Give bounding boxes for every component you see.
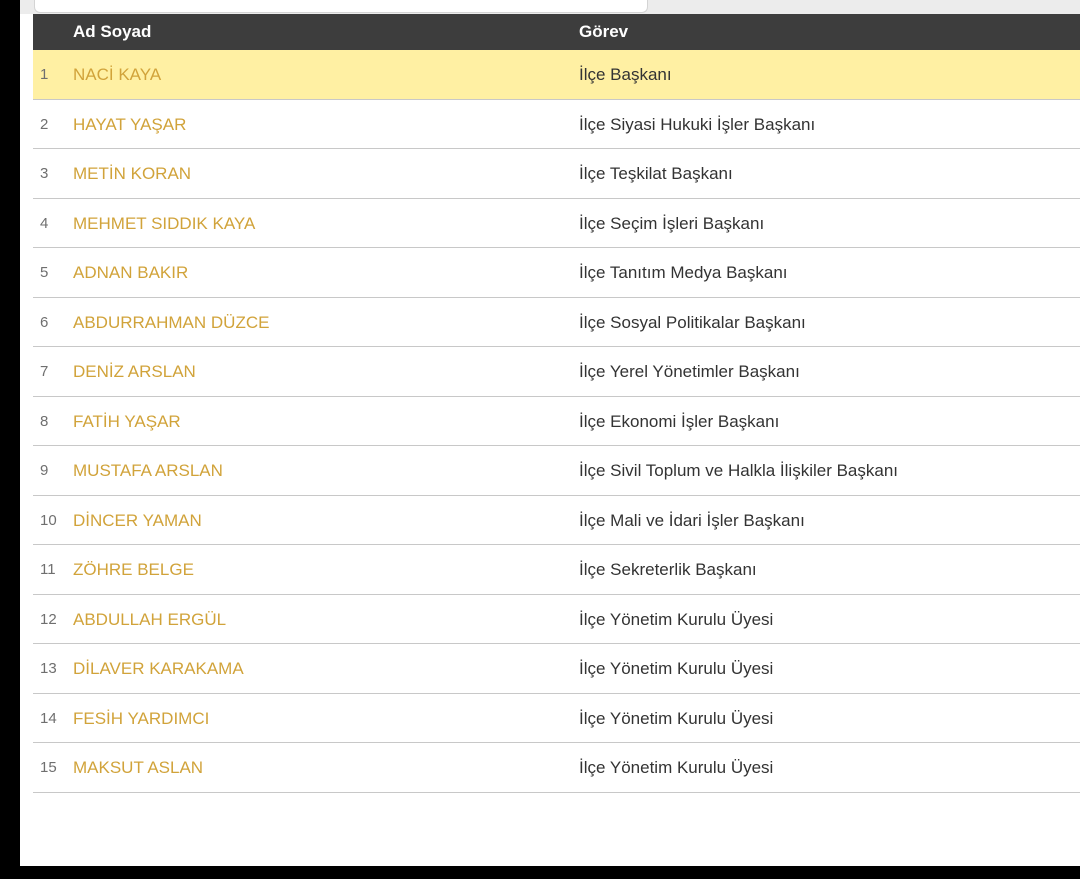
- row-number: 4: [40, 214, 49, 232]
- table-row: [33, 397, 1080, 447]
- table-row: [33, 694, 1080, 744]
- table-row: [33, 446, 1080, 496]
- row-number: 1: [40, 66, 49, 83]
- table-body: [33, 50, 1080, 793]
- member-name-link[interactable]: FATİH YAŞAR: [73, 411, 181, 431]
- row-number: 11: [40, 561, 56, 578]
- table-row: [33, 743, 1080, 793]
- row-number: 13: [40, 660, 57, 677]
- row-number: 15: [40, 759, 57, 776]
- member-name-link[interactable]: MUSTAFA ARSLAN: [73, 461, 223, 480]
- top-tab: [34, 0, 648, 13]
- member-role: İlçe Sekreterlik Başkanı: [579, 560, 757, 579]
- member-name-link[interactable]: FESİH YARDIMCI: [73, 708, 210, 728]
- member-name-link[interactable]: ZÖHRE BELGE: [73, 560, 194, 579]
- member-name-link[interactable]: ABDULLAH ERGÜL: [73, 609, 227, 629]
- member-role: İlçe Mali ve İdari İşler Başkanı: [579, 510, 805, 530]
- table-row: [33, 149, 1080, 199]
- row-number: 10: [40, 511, 57, 529]
- member-role: İlçe Yönetim Kurulu Üyesi: [579, 609, 774, 629]
- member-name-link[interactable]: MAKSUT ASLAN: [73, 758, 204, 777]
- header-name: Ad Soyad: [73, 22, 152, 41]
- table-row: [33, 644, 1080, 694]
- member-name-link[interactable]: NACİ KAYA: [73, 65, 162, 84]
- top-strip: [20, 0, 1080, 14]
- row-number: 14: [40, 709, 57, 727]
- member-role: İlçe Yönetim Kurulu Üyesi: [579, 758, 774, 777]
- row-number: 3: [40, 165, 49, 182]
- row-number: 8: [40, 412, 49, 430]
- member-role: İlçe Seçim İşleri Başkanı: [579, 213, 765, 233]
- member-role: İlçe Siyasi Hukuki İşler Başkanı: [579, 114, 816, 134]
- member-role: İlçe Tanıtım Medya Başkanı: [579, 263, 788, 282]
- member-role: İlçe Yerel Yönetimler Başkanı: [579, 362, 800, 381]
- row-number: 5: [40, 264, 49, 281]
- table-row: [33, 545, 1080, 595]
- member-name-link[interactable]: DİLAVER KARAKAMA: [73, 659, 244, 678]
- member-role: İlçe Teşkilat Başkanı: [579, 164, 733, 183]
- member-name-link[interactable]: ADNAN BAKIR: [73, 263, 189, 282]
- members-table: [33, 14, 1080, 793]
- row-number: 6: [40, 313, 49, 331]
- member-name-link[interactable]: METİN KORAN: [73, 164, 192, 183]
- table-row: [33, 50, 1080, 100]
- member-name-link[interactable]: DİNCER YAMAN: [73, 510, 202, 530]
- table-row: [33, 199, 1080, 249]
- table-row: [33, 496, 1080, 546]
- member-name-link[interactable]: ABDURRAHMAN DÜZCE: [73, 312, 270, 332]
- table-row: [33, 595, 1080, 645]
- row-number: 2: [40, 115, 49, 133]
- member-role: İlçe Başkanı: [579, 65, 672, 84]
- row-number: 7: [40, 363, 49, 380]
- table-row: [33, 100, 1080, 150]
- page-frame: [20, 0, 1080, 866]
- table-header: [33, 14, 1080, 50]
- member-role: İlçe Yönetim Kurulu Üyesi: [579, 659, 774, 678]
- member-role: İlçe Sosyal Politikalar Başkanı: [579, 312, 806, 332]
- row-number: 12: [40, 610, 57, 628]
- member-name-link[interactable]: HAYAT YAŞAR: [73, 114, 187, 134]
- member-role: İlçe Yönetim Kurulu Üyesi: [579, 708, 774, 728]
- table-row: [33, 347, 1080, 397]
- member-role: İlçe Sivil Toplum ve Halkla İlişkiler Başkanı: [579, 461, 899, 480]
- member-name-link[interactable]: MEHMET SIDDIK KAYA: [73, 213, 256, 233]
- member-role: İlçe Ekonomi İşler Başkanı: [579, 411, 780, 431]
- table-row: [33, 298, 1080, 348]
- table-row: [33, 248, 1080, 298]
- member-name-link[interactable]: DENİZ ARSLAN: [73, 362, 196, 381]
- row-number: 9: [40, 462, 49, 479]
- header-role: Görev: [579, 22, 629, 41]
